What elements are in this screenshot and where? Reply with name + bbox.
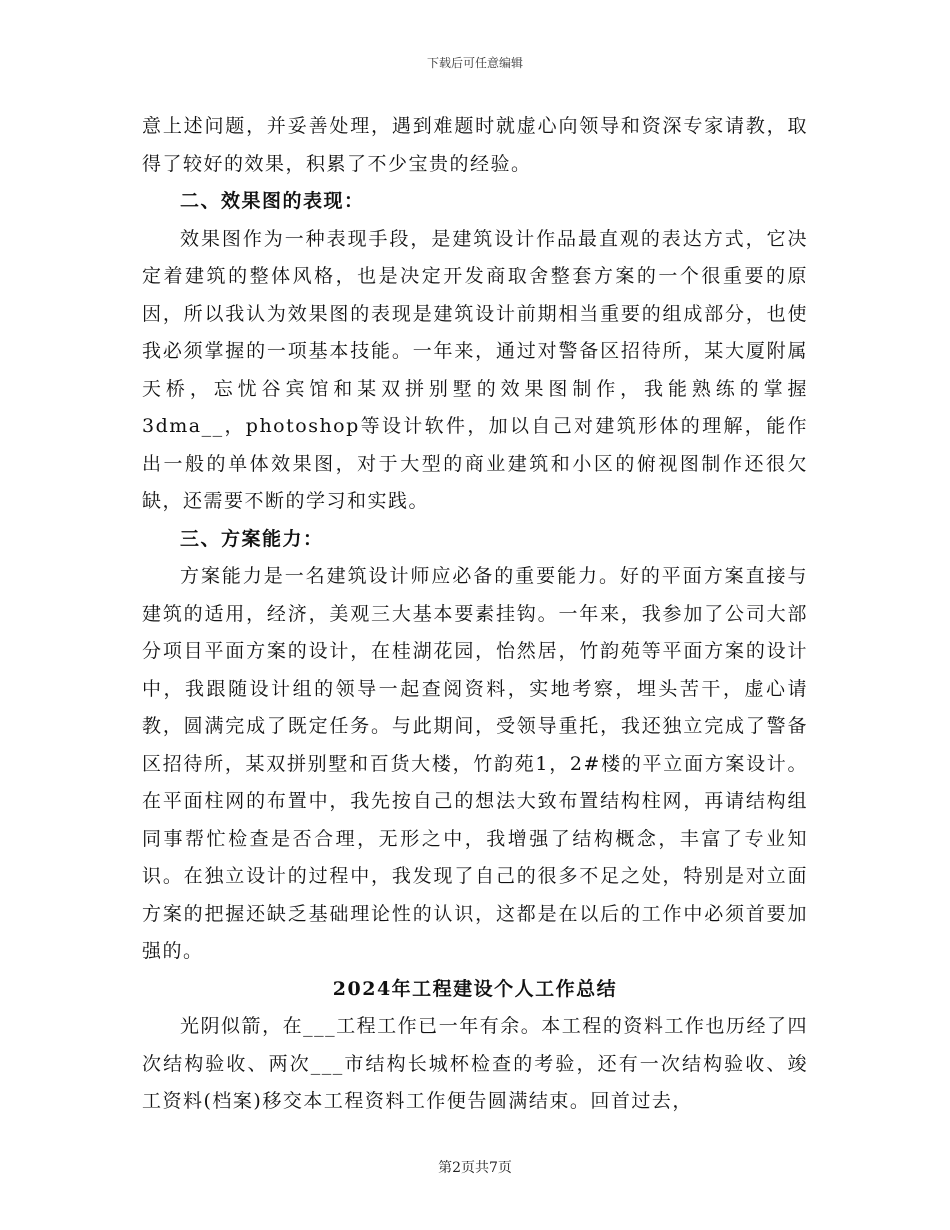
- document-body: [142, 108, 808, 1121]
- paragraph-intro: 光阴似箭，在___工程工作已一年有余。本工程的资料工作也历经了四次结构验收、两次___市结构长城杯检查的考验，还有一次结构验收、竣工资料(档案)移交本工程资料工作便告圆满结束。回首过去，: [142, 1015, 808, 1112]
- section-heading-rendering: 二、效果图的表现：: [180, 190, 365, 212]
- document-title: 2024年工程建设个人工作总结: [332, 977, 618, 1000]
- paragraph-rendering: 效果图作为一种表现手段，是建筑设计作品最直观的表达方式，它决定着建筑的整体风格，也是决定开发商取舍整套方案的一个很重要的原因，所以我认为效果图的表现是建筑设计前期相当重要的组成部分，也使我必须掌握的一项基本技能。一年来，通过对警备区招待所，某大厦附属天桥，忘忧谷宾馆和某双拼别墅的效果图制作，我能熟练的掌握3dma__，photoshop等设计软件，加以自己对建筑形体的理解，能作出一般的单体效果图，对于大型的商业建筑和小区的俯视图制作还很欠缺，还需要不断的学习和实践。: [142, 227, 808, 512]
- paragraph-continued: 意上述问题，并妥善处理，遇到难题时就虚心向领导和资深专家请教，取得了较好的效果，积累了不少宝贵的经验。: [142, 115, 808, 175]
- page-footer: 第2页共7页: [438, 1160, 512, 1176]
- section-heading-scheme: 三、方案能力：: [180, 527, 324, 550]
- paragraph-scheme: 方案能力是一名建筑设计师应必备的重要能力。好的平面方案直接与建筑的适用，经济，美观三大基本要素挂钩。一年来，我参加了公司大部分项目平面方案的设计，在桂湖花园，怡然居，竹韵苑等平面方案的设计中，我跟随设计组的领导一起查阅资料，实地考察，埋头苦干，虚心请教，圆满完成了既定任务。与此期间，受领导重托，我还独立完成了警备区招待所，某双拼别墅和百货大楼，竹韵苑1，2#楼的平立面方案设计。在平面柱网的布置中，我先按自己的想法大致布置结构柱网，再请结构组同事帮忙检查是否合理，无形之中，我增强了结构概念，丰富了专业知识。在独立设计的过程中，我发现了自己的很多不足之处，特别是对立面方案的把握还缺乏基础理论性的认识，这都是在以后的工作中必须首要加强的。: [142, 565, 808, 962]
- page-header: 下载后可任意编辑: [426, 56, 523, 70]
